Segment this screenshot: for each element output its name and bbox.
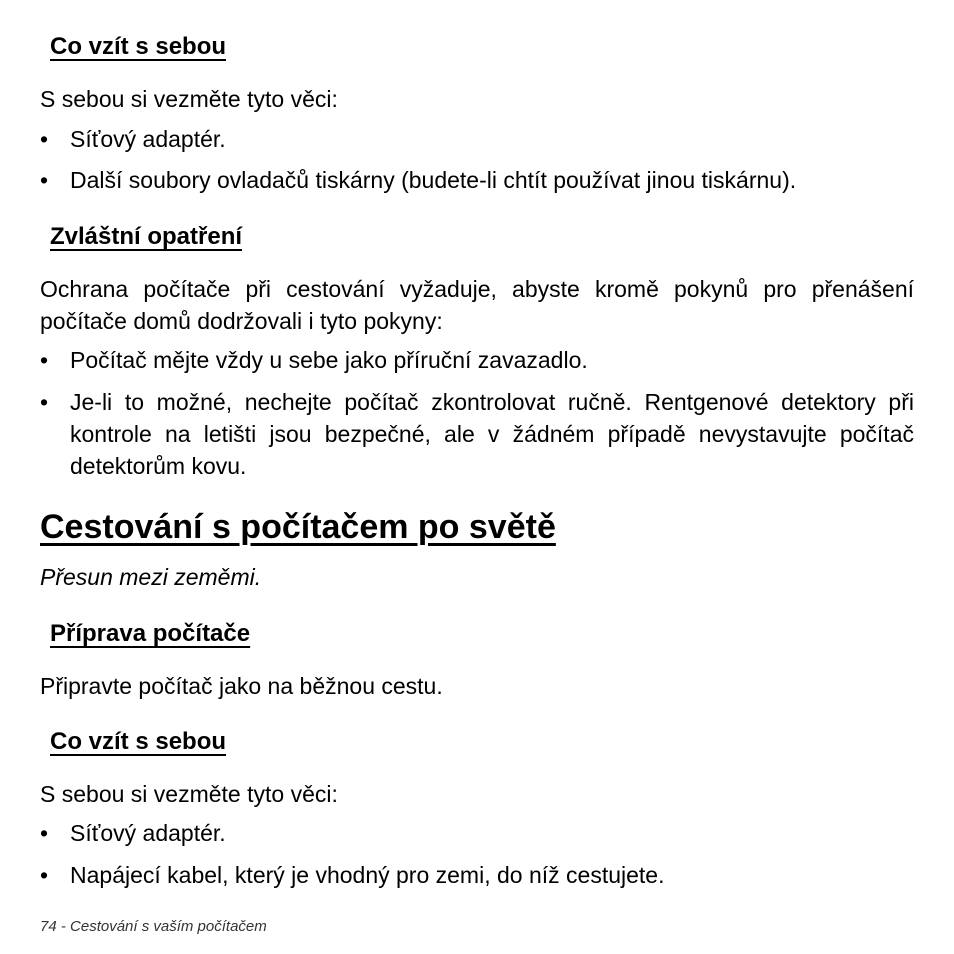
page-footer: 74 - Cestování s vaším počítačem	[40, 918, 267, 935]
section-heading-what-to-take-abroad: Co vzít s sebou	[50, 728, 227, 755]
list-item-text: Další soubory ovladačů tiskárny (budete-li chtít používat jinou tiskárnu).	[70, 167, 797, 193]
list-item	[40, 123, 914, 155]
list-item-text: Počítač mějte vždy u sebe jako příruční zavazadlo.	[70, 347, 588, 373]
bullet-icon: •	[40, 347, 49, 373]
bullet-icon: •	[40, 820, 49, 846]
section-intro: S sebou si vezměte tyto věci:	[40, 781, 338, 807]
section-intro: S sebou si vezměte tyto věci:	[40, 86, 338, 112]
section-intro: Ochrana počítače při cestování vyžaduje, abyste kromě pokynů pro přenášení počítače domů dodržovali i tyto pokyny:	[40, 276, 914, 334]
section-text: Připravte počítač jako na běžnou cestu.	[40, 673, 443, 699]
list-item-text: Síťový adaptér.	[70, 820, 226, 846]
list-item-text: Napájecí kabel, který je vhodný pro zemi, do níž cestujete.	[70, 862, 665, 888]
chapter-subtitle: Přesun mezi zeměmi.	[40, 564, 262, 590]
list-item-text: Je-li to možné, nechejte počítač zkontrolovat ručně. Rentgenové detektory při kontrole na letišti jsou bezpečné, ale v žádném případě nevystavujte počítač detektorům kovu.	[70, 389, 914, 479]
bullet-icon: •	[40, 389, 49, 415]
bullet-icon: •	[40, 167, 49, 193]
section-heading-what-to-take: Co vzít s sebou	[50, 33, 227, 60]
section-heading-computer-preparation: Příprava počítače	[50, 620, 251, 647]
bullet-icon: •	[40, 126, 49, 152]
list-item	[40, 164, 914, 196]
list-item	[40, 386, 914, 482]
list-item	[40, 344, 914, 376]
chapter-title: Cestování s počítačem po světě	[40, 508, 556, 546]
list-item-text: Síťový adaptér.	[70, 126, 226, 152]
bullet-icon: •	[40, 862, 49, 888]
section-heading-special-precautions: Zvláštní opatření	[50, 223, 243, 250]
list-item	[40, 859, 914, 891]
list-item	[40, 817, 914, 849]
